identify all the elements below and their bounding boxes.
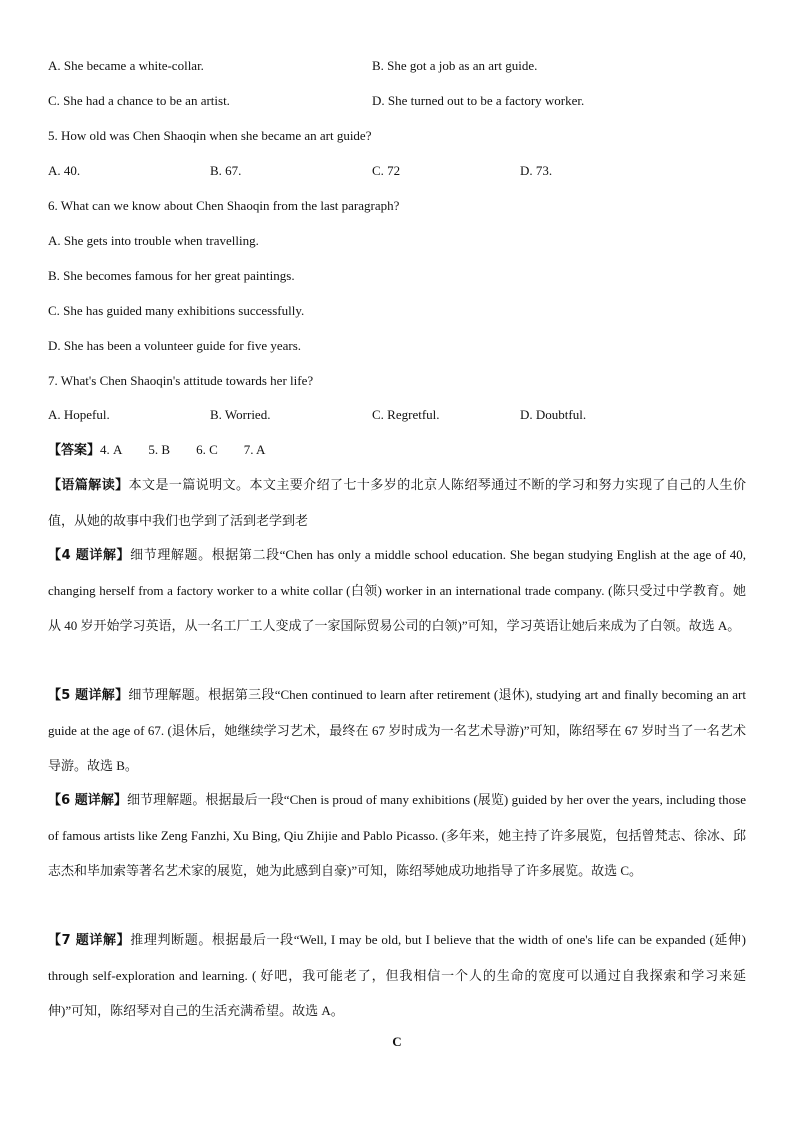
q7-option-b: B. Worried.	[210, 407, 271, 422]
q4-option-c: C. She had a chance to be an artist.	[48, 93, 230, 108]
detail-5-tag: 【5 题详解】	[48, 688, 129, 703]
answer-tag: 【答案】	[48, 443, 101, 458]
detail-7-text: 推理判断题。根据最后一段“Well, I may be old, but I believe that the width of one's life can be expanded (延伸) through self-exploration and learning. ( 好吧，我可能老了，但我相信一个人的生命的宽度可以通过自我探索和学习来延伸)”可知，陈绍琴对自己的生活充满希望。故选 A。	[48, 932, 746, 1018]
q6-option-c: C. She has guided many exhibitions successfully.	[48, 303, 305, 318]
q5-option-b: B. 67.	[210, 163, 242, 178]
detail-4-text: 细节理解题。根据第二段“Chen has only a middle school education. She began studying English at the age of 40, changing herself from a factory worker to a white collar (白领) worker in an international trade company. (陈只受过中学教育。她从 40 岁开始学习英语，从一名工厂工人变成了一家国际贸易公司的白领)”可知，学习英语让她后来成为了白领。故选 A。	[48, 547, 746, 633]
answer-item: 6. C	[196, 442, 218, 457]
analysis-tag: 【语篇解读】	[48, 478, 129, 493]
q5-stem: 5. How old was Chen Shaoqin when she became an art guide?	[48, 128, 372, 143]
passage-analysis	[48, 467, 746, 539]
answer-item: 5. B	[148, 442, 171, 457]
detail-5-text: 细节理解题。根据第三段“Chen continued to learn after retirement (退休), studying art and finally becoming an art guide at the age of 67. (退休后，她继续学习艺术，最终在 67 岁时成为一名艺术导游)”可知，陈绍琴在 67 岁时当了一名艺术导游。故选 B。	[48, 687, 746, 773]
answer-item: 4. A	[100, 442, 123, 457]
detail-4-tag: 【4 题详解】	[48, 548, 131, 563]
q4-option-a: A. She became a white-collar.	[48, 58, 204, 73]
q6-stem: 6. What can we know about Chen Shaoqin from the last paragraph?	[48, 198, 400, 213]
answer-item: 7. A	[243, 442, 266, 457]
detail-explanation-7	[48, 922, 746, 1028]
q7-stem: 7. What's Chen Shaoqin's attitude towards her life?	[48, 373, 314, 388]
q7-option-c: C. Regretful.	[372, 407, 440, 422]
detail-explanation-6	[48, 782, 746, 888]
q5-option-a: A. 40.	[48, 163, 81, 178]
q6-option-b: B. She becomes famous for her great paintings.	[48, 268, 295, 283]
q7-option-d: D. Doubtful.	[520, 407, 587, 422]
q6-option-a: A. She gets into trouble when travelling.	[48, 233, 259, 248]
q5-option-c: C. 72	[372, 163, 401, 178]
q5-option-d: D. 73.	[520, 163, 553, 178]
detail-explanation-4	[48, 537, 746, 643]
q7-option-a: A. Hopeful.	[48, 407, 110, 422]
q6-option-d: D. She has been a volunteer guide for five years.	[48, 338, 302, 353]
answer-line	[48, 441, 265, 460]
detail-6-tag: 【6 题详解】	[48, 793, 127, 808]
detail-7-tag: 【7 题详解】	[48, 933, 131, 948]
section-heading: C	[392, 1034, 402, 1049]
q4-option-b: B. She got a job as an art guide.	[372, 58, 538, 73]
detail-explanation-5	[48, 677, 746, 783]
analysis-text: 本文是一篇说明文。本文主要介绍了七十多岁的北京人陈绍琴通过不断的学习和努力实现了自己的人生价值，从她的故事中我们也学到了活到老学到老	[48, 478, 746, 529]
q4-option-d: D. She turned out to be a factory worker.	[372, 93, 585, 108]
detail-6-text: 细节理解题。根据最后一段“Chen is proud of many exhibitions (展览) guided by her over the years, including those of famous artists like Zeng Fanzhi, Xu Bing, Qiu Zhijie and Pablo Picasso. (多年来，她主持了许多展览，包括曾梵志、徐冰、邱志杰和毕加索等著名艺术家的展览，她为此感到自豪)”可知，陈绍琴她成功地指导了许多展览。故选 C。	[48, 792, 746, 878]
